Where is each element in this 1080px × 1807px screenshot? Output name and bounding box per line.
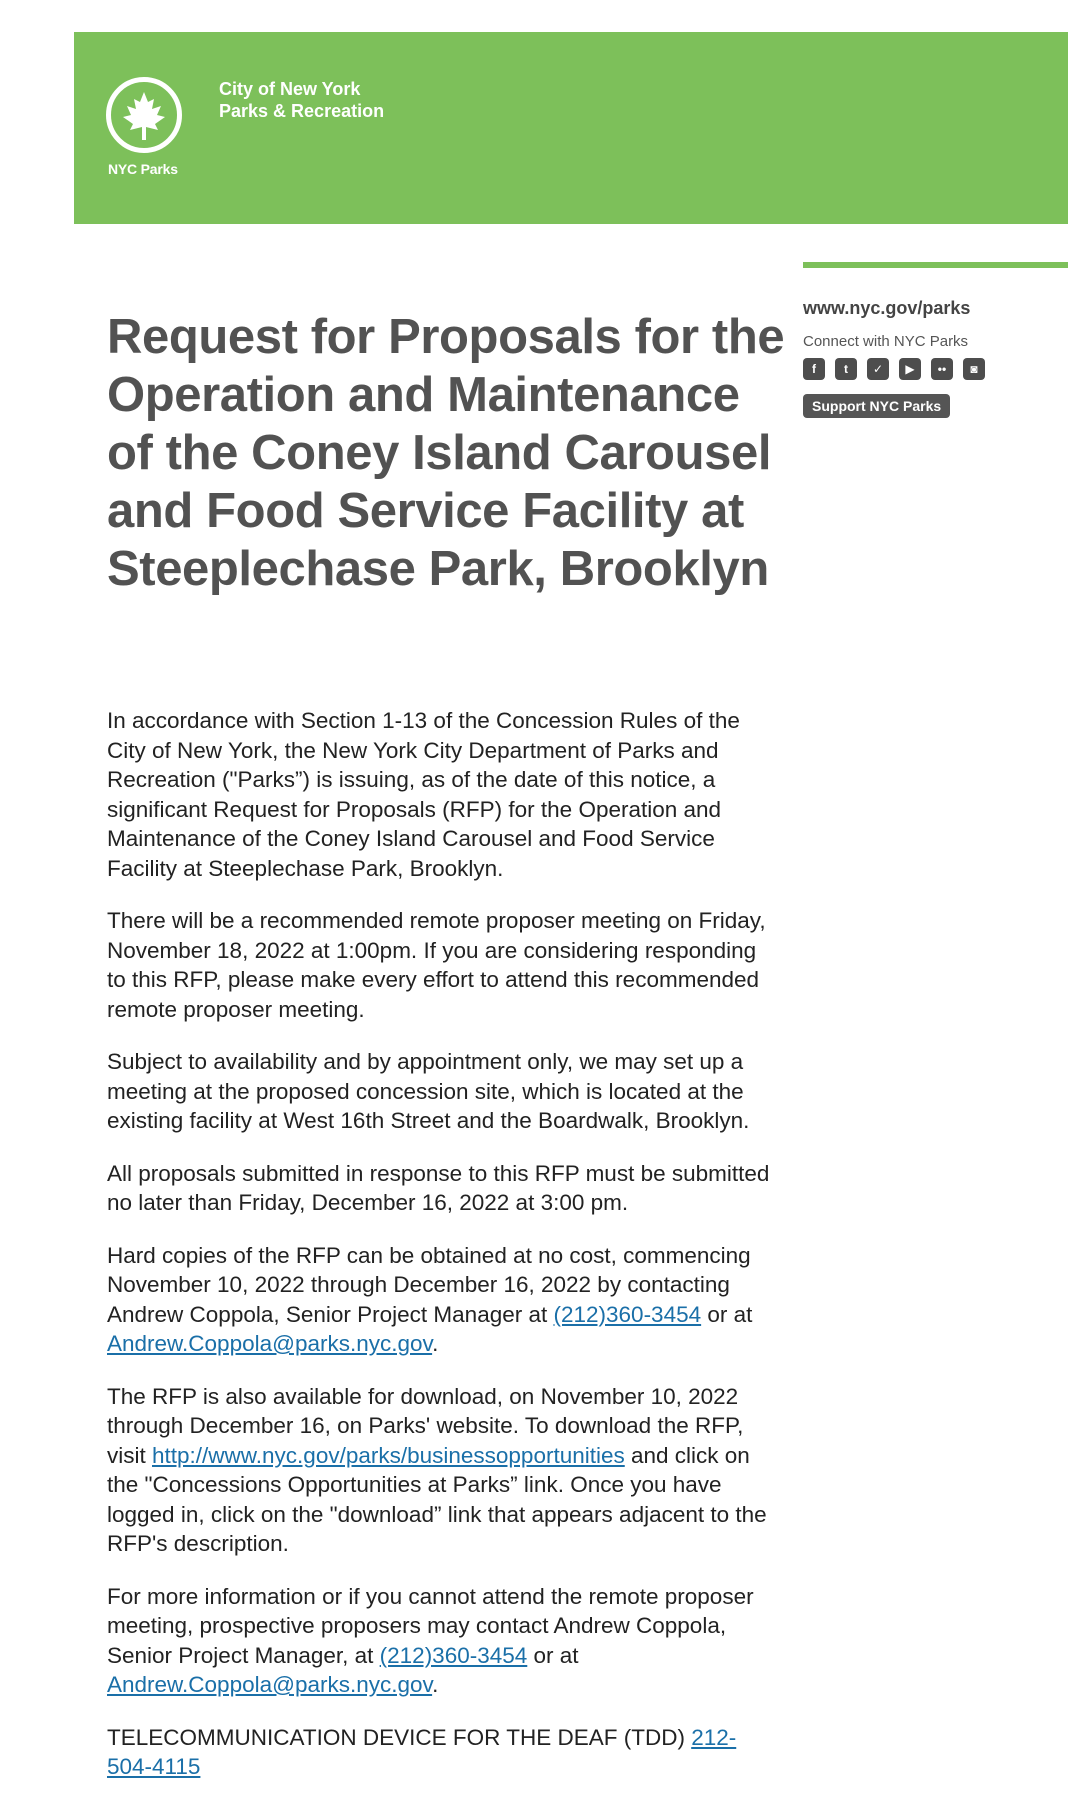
page-title: Request for Proposals for the Operation and Maintenance of the Coney Island Carousel and Food Service Facility at Steeplechase Park, Brooklyn [107,310,785,596]
text-segment: The RFP is also available for download, on November 10, 2022 through December 16, on Parks' website. To download the RFP, visit [107,1383,744,1468]
youtube-icon[interactable]: ▶ [899,358,921,380]
logo-circle [106,77,182,153]
paragraph-tdd [107,1723,777,1782]
instagram-icon[interactable]: ◙ [963,358,985,380]
paragraph-intro: In accordance with Section 1-13 of the Concession Rules of the City of New York, the New York City Department of Parks and Recreation ("Parks”) is issuing, as of the date of this notice, a significant Request for Proposals (RFP) for the Operation and Maintenance of the Coney Island Carousel and Food Service Facility at Steeplechase Park, Brooklyn. [107,708,740,881]
paragraph-deadline: All proposals submitted in response to this RFP must be submitted no later than Friday, December 16, 2022 at 3:00 pm. [107,1160,770,1215]
foursquare-icon[interactable]: ✓ [867,358,889,380]
paragraph-meeting: There will be a recommended remote proposer meeting on Friday, November 18, 2022 at 1:00pm. If you are considering responding to this RFP, please make every effort to attend this recommended remote proposer meeting. [107,908,766,1022]
sidebar-divider [803,262,1068,268]
sidebar [803,298,1068,418]
period: . [432,1331,439,1356]
email-link[interactable]: Andrew.Coppola@parks.nyc.gov [107,1331,433,1356]
facebook-icon[interactable]: f [803,358,825,380]
tdd-phone-link[interactable]: 212-504-4115 [107,1724,737,1779]
twitter-icon[interactable]: t [835,358,857,380]
social-links [803,358,1068,380]
email-link[interactable]: Andrew.Coppola@parks.nyc.gov [107,1672,433,1697]
connect-label: Connect with NYC Parks [803,333,969,350]
agency-line-2: Parks & Recreation [219,101,385,121]
flickr-icon[interactable]: •• [931,358,953,380]
paragraph-more-info [107,1582,777,1700]
agency-name [219,78,384,122]
text-segment: For more information or if you cannot attend the remote proposer meeting, prospective proposers may contact Andrew Coppola, Senior Project Manager, at [107,1583,754,1668]
phone-link[interactable]: (212)360-3454 [379,1642,528,1668]
maple-leaf-icon [121,90,167,142]
agency-line-1: City of New York [219,79,361,99]
text-segment: or at [701,1301,753,1327]
header-banner [74,32,1068,224]
business-opportunities-link[interactable]: http://www.nyc.gov/parks/businessopportunities [152,1442,625,1468]
support-nyc-parks-button[interactable]: Support NYC Parks [803,394,950,418]
period: . [432,1672,439,1697]
text-segment: TELECOMMUNICATION DEVICE FOR THE DEAF (TDD) [107,1724,692,1750]
paragraph-hard-copies [107,1241,777,1359]
text-segment: Hard copies of the RFP can be obtained at no cost, commencing November 10, 2022 through December 16, 2022 by contacting Andrew Coppola, Senior Project Manager at [107,1242,751,1327]
phone-link[interactable]: (212)360-3454 [553,1301,702,1327]
paragraph-site-visit: Subject to availability and by appointment only, we may set up a meeting at the proposed concession site, which is located at the existing facility at West 16th Street and the Boardwalk, Brooklyn. [107,1049,750,1133]
paragraph-download [107,1382,777,1559]
parks-website-link[interactable]: www.nyc.gov/parks [803,298,971,318]
text-segment: or at [527,1642,579,1668]
nyc-parks-logo[interactable] [104,77,194,177]
notice-body [107,706,777,1805]
text-segment: and click on the "Concessions Opportunities at Parks” link. Once you have logged in, click on the "download” link that appears adjacent to the RFP's description. [107,1442,767,1556]
logo-text: NYC Parks [108,161,178,177]
